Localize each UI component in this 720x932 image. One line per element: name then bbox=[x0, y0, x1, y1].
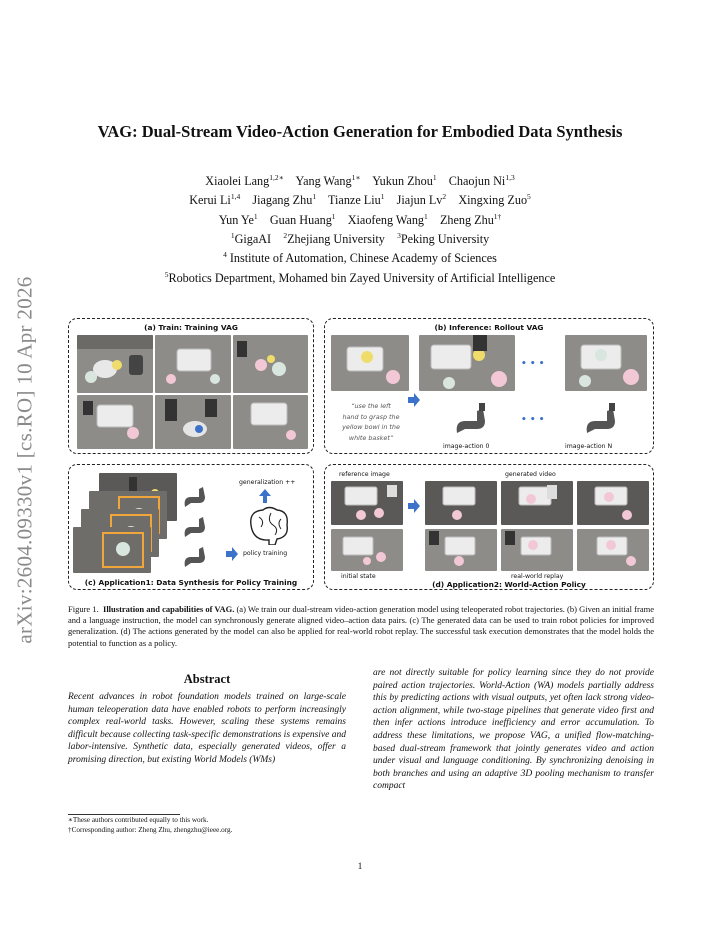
panel-b-inference bbox=[324, 318, 654, 454]
author: Zheng Zhu bbox=[439, 212, 494, 227]
author: Kerui Li bbox=[189, 193, 231, 208]
abstract-column-1: Recent advances in robot foundation models trained on large-scale human teleoperation data have enabled robots to perform increasingly complex real-world tasks. However, scaling these systems remains difficult because collecting task-specific demonstrations is expensive and labor-intensive. Synthetic data, especially generated videos, offer a promising direction, but existing World Models (WMs) bbox=[68, 692, 346, 765]
real-world-replay-frame bbox=[577, 529, 649, 571]
generated-frame-0 bbox=[419, 335, 515, 391]
author: Chaojun Ni bbox=[448, 174, 506, 189]
label-policy-training: policy training bbox=[243, 550, 288, 557]
language-instruction: “use the left hand to grasp the yellow bowl in the white basket” bbox=[342, 402, 400, 442]
reference-image bbox=[331, 481, 403, 525]
affiliation-line-1: $^1$GigaAI $^2$Zhejiang University $^3$Peking University bbox=[230, 231, 490, 247]
figure-1 bbox=[68, 318, 654, 596]
generated-video-frame bbox=[501, 481, 573, 525]
arrow-right-icon bbox=[225, 547, 239, 561]
author: Yang Wang bbox=[295, 174, 352, 189]
initial-frame bbox=[331, 335, 409, 391]
affiliation-line-3: $^5$Robotics Department, Mohamed bin Zayed University of Artificial Intelligence bbox=[164, 269, 556, 285]
robot-arm-icon bbox=[581, 399, 621, 439]
footnotes bbox=[68, 816, 348, 836]
training-frame bbox=[77, 335, 153, 393]
label-reference-image: reference image bbox=[339, 471, 390, 478]
author-block bbox=[60, 170, 660, 286]
generated-frame-n bbox=[565, 335, 647, 391]
training-frame bbox=[155, 395, 231, 449]
real-world-replay-frame bbox=[425, 529, 497, 571]
author: Xingxing Zuo bbox=[458, 193, 528, 208]
caption-label: Figure 1. bbox=[68, 604, 99, 614]
author: Guan Huang bbox=[269, 212, 332, 227]
author: Jiagang Zhu bbox=[252, 193, 313, 208]
ellipsis: • • • bbox=[521, 415, 545, 425]
generated-video-frame bbox=[425, 481, 497, 525]
label-image-action-n: image-action N bbox=[565, 443, 613, 450]
abstract-heading: Abstract bbox=[183, 672, 231, 686]
real-world-replay-frame bbox=[501, 529, 573, 571]
author: Tianze Liu bbox=[328, 193, 381, 208]
author: Yun Ye bbox=[218, 212, 254, 227]
label-real-world-replay: real-world replay bbox=[511, 573, 564, 580]
caption-text: (a) We train our dual-stream video-action generation model using teleoperated robot trajectories. (b) Given an initial frame and a language instruction, the model can synchronously generate aligned video–action data pairs. (c) The generated data can be used to train robot policies for improved generalization. (d) The actions generated by the model can also be applied for real-world robot replay. The successful task execution demonstrates that the model holds the potential to function as a policy. bbox=[68, 604, 654, 648]
robot-arm-icon bbox=[451, 399, 491, 439]
training-frame bbox=[233, 395, 308, 449]
robot-arm-sequence-icon bbox=[181, 479, 211, 575]
synthetic-frame bbox=[73, 527, 151, 573]
abstract-column-2: are not directly suitable for policy learning since they do not provide paired action trajectories. World-Action (WA) models partially address this by predicting actions with visual outputs, yet often lack strong video-action alignment, while two-stage pipelines that generate video first and then infer actions introduce inefficiency and error accumulation. To address these limitations, we propose VAG, a unified flow-matching-based dual-stream framework that jointly generates video and action under visual and language conditioning. By synchronizing denoising in both branches and using an adaptive 3D pooling mechanism to transfer compact bbox=[373, 668, 654, 792]
training-frame bbox=[77, 395, 153, 449]
author: Xiaofeng Wang bbox=[347, 212, 425, 227]
label-generalization: generalization ++ bbox=[239, 479, 296, 486]
panel-d-world-action-policy bbox=[324, 464, 654, 590]
training-frame bbox=[155, 335, 231, 393]
arrow-up-icon bbox=[259, 489, 271, 503]
panel-c-title: (c) Application1: Data Synthesis for Policy Training bbox=[84, 578, 298, 587]
affiliation-line-2: $^4$ Institute of Automation, Chinese Academy of Sciences bbox=[223, 250, 497, 266]
initial-state-image bbox=[331, 529, 403, 571]
panel-a-train bbox=[68, 318, 314, 454]
caption-bold: Illustration and capabilities of VAG. bbox=[103, 604, 235, 614]
generated-video-frame bbox=[577, 481, 649, 525]
arrow-right-icon bbox=[407, 499, 421, 513]
panel-c-data-synthesis bbox=[68, 464, 314, 590]
figure-caption bbox=[68, 604, 654, 649]
author: Yukun Zhou bbox=[372, 174, 433, 189]
label-initial-state: initial state bbox=[341, 573, 376, 580]
panel-d-title: (d) Application2: World-Action Policy bbox=[432, 580, 586, 589]
page-number: 1 bbox=[357, 862, 363, 872]
label-generated-video: generated video bbox=[505, 471, 556, 478]
training-frame bbox=[233, 335, 308, 393]
footnote-equal-contribution: ∗These authors contributed equally to this work. bbox=[68, 816, 209, 824]
panel-b-title: (b) Inference: Rollout VAG bbox=[434, 323, 544, 332]
author-line-2: Kerui Li$^{1,4}$ Jiagang Zhu$^1$ Tianze Liu$^1$ Jiajun Lv$^2$ Xingxing Zuo$^5$ bbox=[189, 192, 531, 208]
brain-icon bbox=[245, 505, 291, 545]
label-image-action-0: image-action 0 bbox=[443, 443, 490, 450]
author: Xiaolei Lang bbox=[205, 174, 270, 189]
paper-title: VAG: Dual-Stream Video-Action Generation for Embodied Data Synthesis bbox=[97, 122, 623, 141]
author-line-3: Yun Ye$^1$ Guan Huang$^1$ Xiaofeng Wang$^1$ Zheng Zhu$^{1\dagger}$ bbox=[218, 211, 502, 227]
author: Jiajun Lv bbox=[396, 193, 443, 208]
panel-a-title: (a) Train: Training VAG bbox=[144, 323, 238, 332]
footnote-rule bbox=[68, 814, 180, 815]
arxiv-side-stamp bbox=[8, 255, 42, 665]
arxiv-id: arXiv:2604.09330v1 [cs.RO] 10 Apr 2026 bbox=[12, 276, 37, 644]
author-line-1: Xiaolei Lang$^{1,2∗}$ Yang Wang$^{1∗}$ Yukun Zhou$^1$ Chaojun Ni$^{1,3}$ bbox=[205, 173, 515, 189]
ellipsis: • • • bbox=[521, 359, 545, 369]
footnote-corresponding-author: †Corresponding author: Zheng Zhu, zhengzhu@ieee.org. bbox=[68, 825, 233, 834]
